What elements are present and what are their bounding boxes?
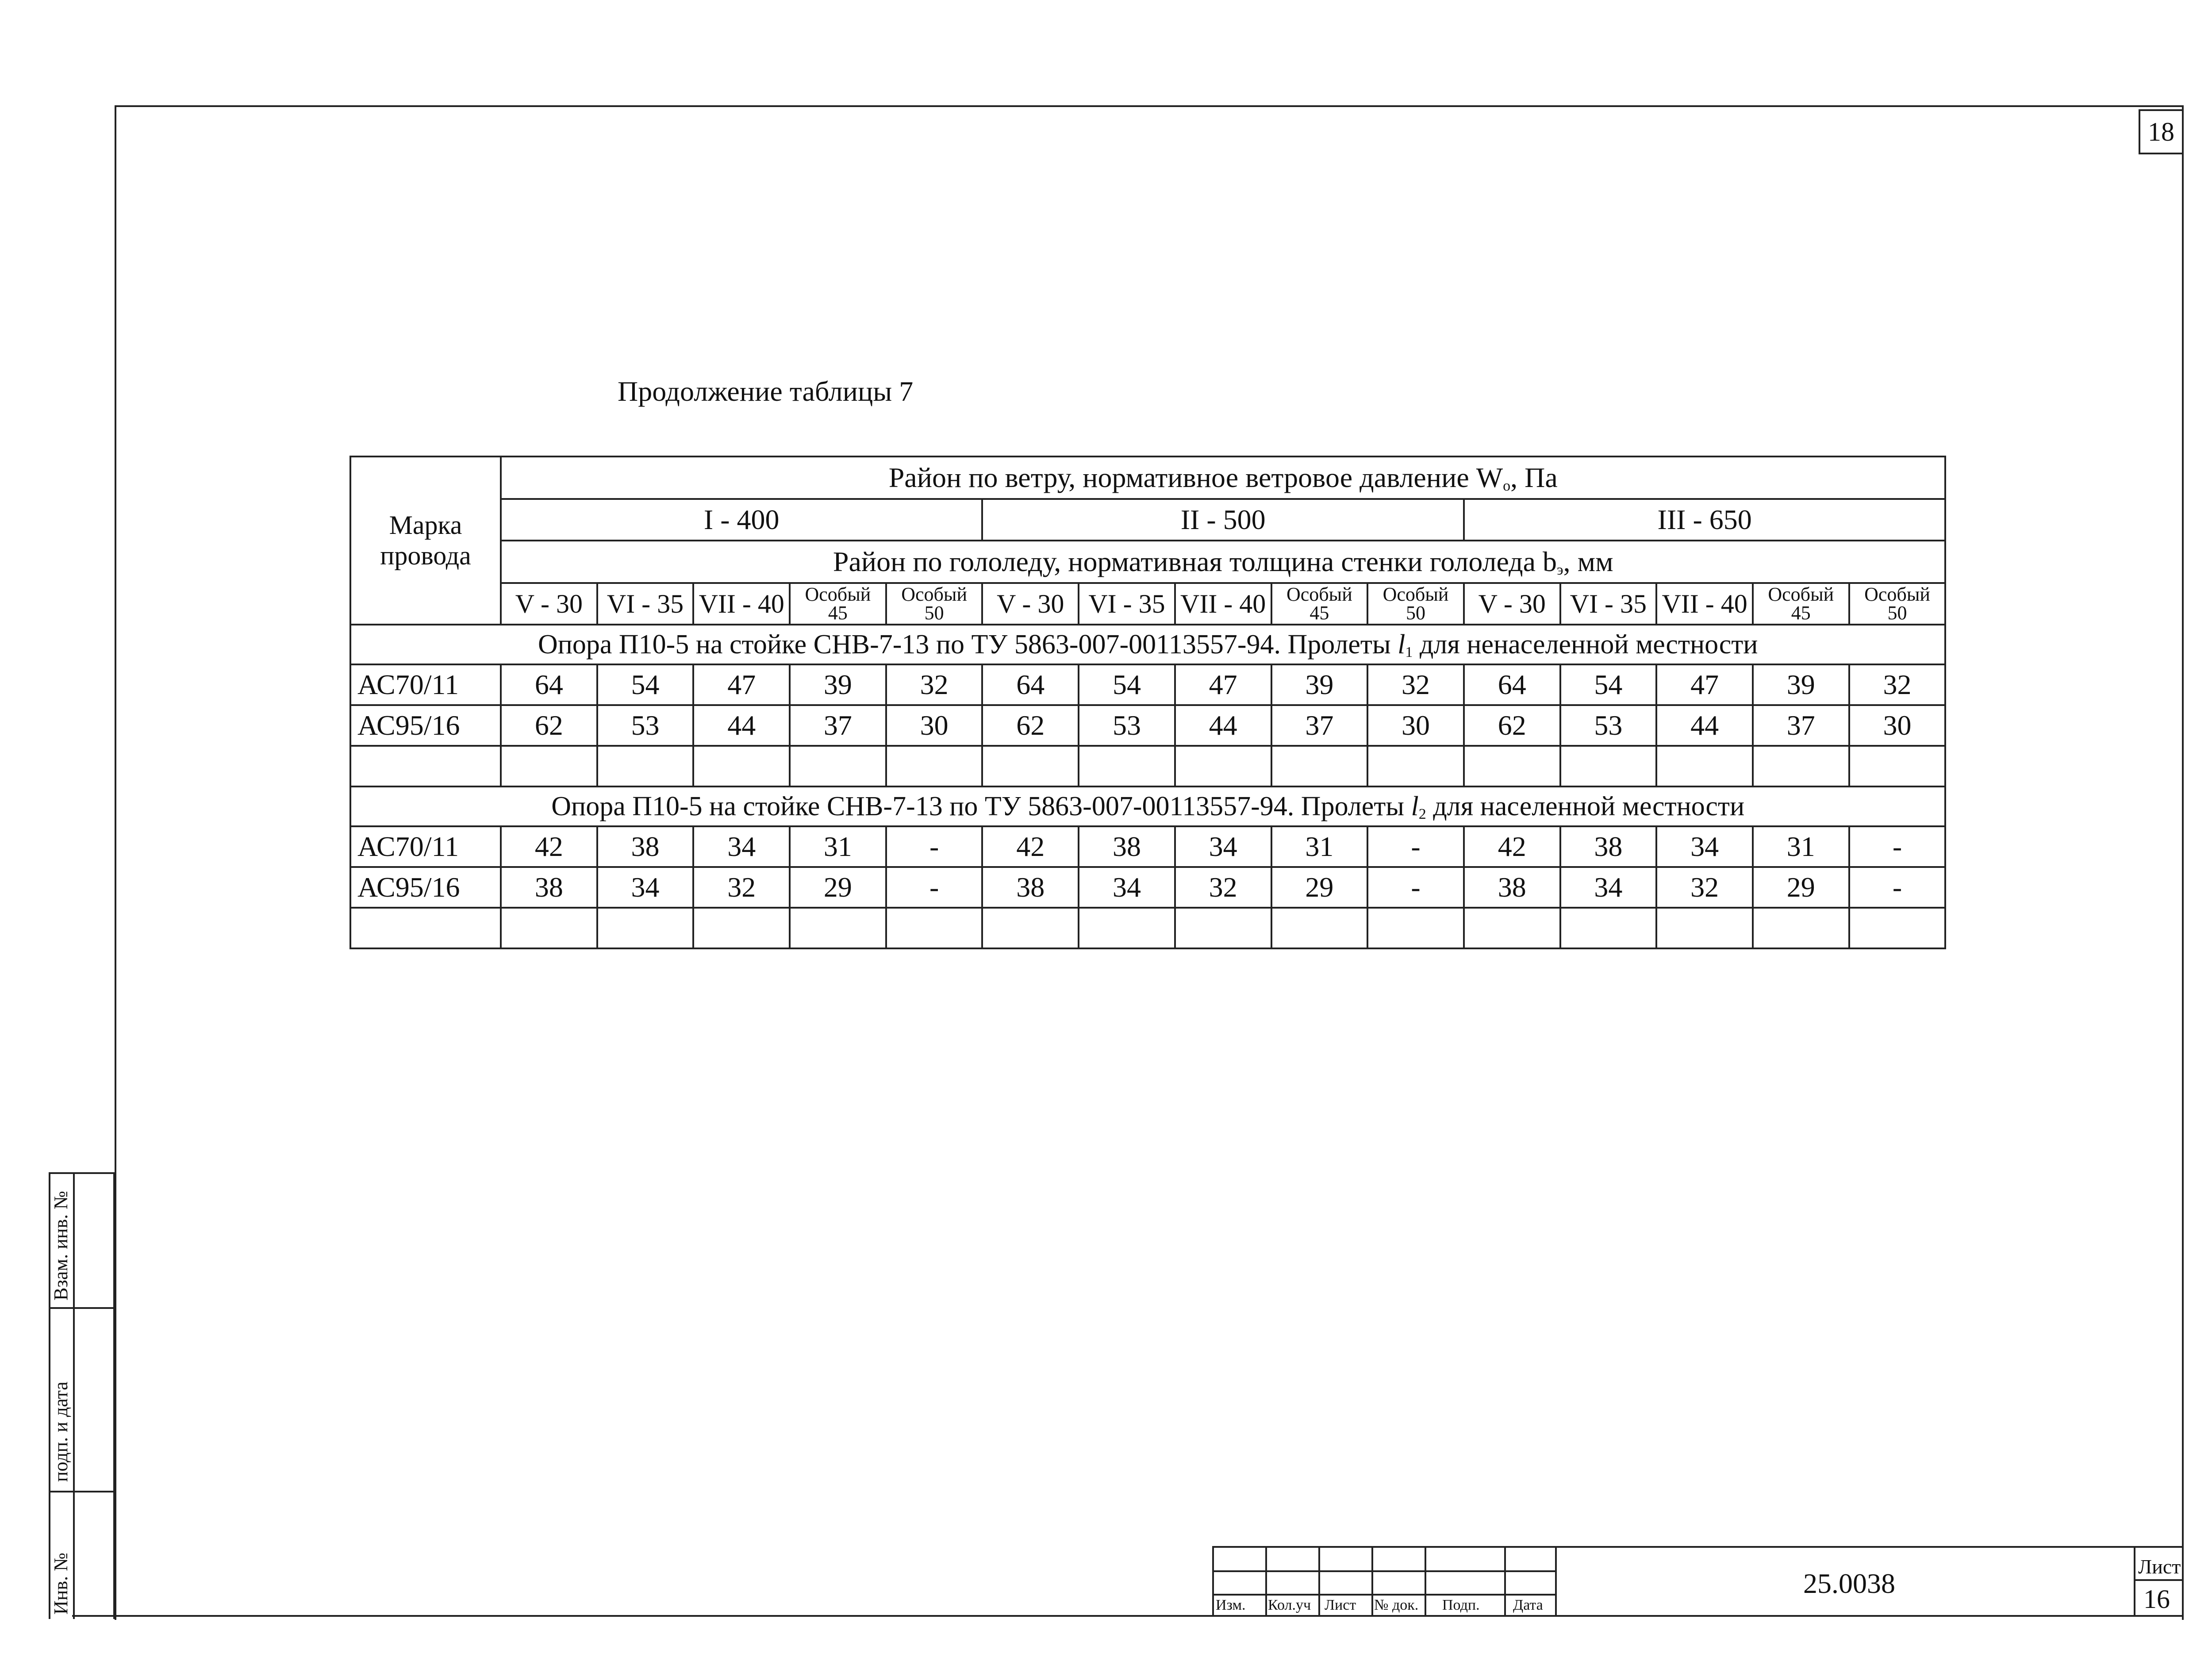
empty-cell [1560, 746, 1657, 786]
span-value-cell: - [886, 826, 983, 867]
span-value-cell: 39 [1753, 664, 1849, 705]
span-value-cell: 44 [693, 705, 790, 746]
stamp-col-list: Лист [1325, 1597, 1356, 1613]
span-value-cell: 38 [1560, 826, 1657, 867]
span-value-cell: 42 [501, 826, 597, 867]
ice-column-label: Особый [1768, 583, 1834, 606]
empty-cell [1367, 746, 1464, 786]
empty-row [350, 908, 1945, 948]
ice-column-label: Особый [901, 583, 967, 606]
table-row [350, 826, 1945, 867]
span-value-cell: 31 [1753, 826, 1849, 867]
stamp-col-sign: Подп. [1442, 1597, 1480, 1613]
span-value-cell: 54 [597, 664, 694, 705]
strip-label-sign: подп. и дата [50, 1381, 72, 1482]
section-title-suffix: для ненаселенной местности [1413, 629, 1758, 660]
span-value-cell: 54 [1560, 664, 1657, 705]
ice-column-header: VI - 35 [597, 583, 694, 625]
ice-column-label: Особый [1382, 583, 1449, 606]
empty-cell [1175, 746, 1271, 786]
strip-label-inv: Инв. № [50, 1552, 72, 1615]
ice-column-thickness: 45 [1310, 602, 1329, 624]
span-value-cell: 31 [1271, 826, 1368, 867]
empty-cell [1656, 746, 1753, 786]
section-title [350, 625, 1945, 664]
empty-cell [501, 908, 597, 948]
strip-line-mid [73, 1172, 75, 1619]
span-value-cell: 29 [790, 867, 886, 908]
strip-row-1 [49, 1307, 115, 1309]
span-value-cell: - [1849, 867, 1946, 908]
corner-sheet-number [2139, 109, 2184, 154]
empty-cell [1079, 908, 1175, 948]
brand-header-line1: Марка [389, 510, 462, 540]
span-value-cell: 47 [1656, 664, 1753, 705]
wire-brand-cell: АС70/11 [350, 826, 501, 867]
span-value-cell: 53 [1079, 705, 1175, 746]
span-value-cell: 34 [597, 867, 694, 908]
ice-column-label: Особый [805, 583, 871, 606]
wire-brand-cell: АС70/11 [350, 664, 501, 705]
wind-header [501, 457, 1945, 499]
empty-cell [982, 908, 1079, 948]
span-value-cell: 39 [1271, 664, 1368, 705]
empty-cell [1560, 908, 1657, 948]
empty-cell [350, 908, 501, 948]
section-title-text: Опора П10-5 на стойке СНВ-7-13 по ТУ 5863-007-00113557-94. Пролеты [551, 791, 1411, 821]
span-value-cell: 29 [1753, 867, 1849, 908]
span-value-cell: 32 [1849, 664, 1946, 705]
stamp-col-doc: № док. [1374, 1597, 1419, 1613]
wind-header-unit: , Па [1510, 462, 1558, 493]
ice-columns-row [350, 583, 1945, 625]
document-number: 25.0038 [1803, 1568, 1895, 1599]
empty-cell [790, 746, 886, 786]
table-row [350, 705, 1945, 746]
table-caption: Продолжение таблицы 7 [618, 376, 914, 407]
ice-column-header [1753, 583, 1849, 625]
ice-column-thickness: 50 [1887, 602, 1907, 624]
wire-brand-cell: АС95/16 [350, 867, 501, 908]
span-value-cell: 38 [1079, 826, 1175, 867]
ice-column-label: Особый [1286, 583, 1352, 606]
span-value-cell: 31 [790, 826, 886, 867]
sheet-number: 16 [2143, 1584, 2170, 1614]
empty-row [350, 746, 1945, 786]
ice-column-header: V - 30 [501, 583, 597, 625]
ice-header [501, 541, 1945, 583]
ice-column-thickness: 50 [1406, 602, 1426, 624]
table-row [350, 867, 1945, 908]
span-value-cell: 30 [886, 705, 983, 746]
empty-cell [1464, 908, 1560, 948]
ice-column-header [790, 583, 886, 625]
strip-line-right [113, 1172, 115, 1619]
wind-region-3: III - 650 [1464, 499, 1946, 541]
empty-cell [1271, 908, 1368, 948]
span-value-cell: 38 [501, 867, 597, 908]
ice-column-thickness: 45 [1791, 602, 1811, 624]
span-table [349, 456, 1946, 949]
ice-column-header: V - 30 [1464, 583, 1560, 625]
span-value-cell: 37 [1271, 705, 1368, 746]
span-value-cell: 34 [1079, 867, 1175, 908]
span-value-cell: 32 [1175, 867, 1271, 908]
span-value-cell: 32 [1656, 867, 1753, 908]
span-value-cell: 42 [1464, 826, 1560, 867]
empty-cell [1464, 746, 1560, 786]
ice-column-header [886, 583, 983, 625]
empty-cell [1079, 746, 1175, 786]
span-value-cell: 64 [1464, 664, 1560, 705]
span-value-cell: 34 [1175, 826, 1271, 867]
brand-header-cell [350, 457, 501, 625]
section-title-suffix: для населенной местности [1426, 791, 1745, 821]
span-value-cell: 39 [790, 664, 886, 705]
ice-column-header [1849, 583, 1946, 625]
wind-header-text: Район по ветру, нормативное ветровое давление W [888, 462, 1503, 493]
span-value-cell: 32 [693, 867, 790, 908]
section-title-variable: l [1411, 791, 1419, 821]
ice-column-header: VII - 40 [1175, 583, 1271, 625]
span-value-cell: 54 [1079, 664, 1175, 705]
span-value-cell: 37 [790, 705, 886, 746]
section-title [350, 786, 1945, 826]
ice-column-header [1367, 583, 1464, 625]
span-value-cell: 47 [1175, 664, 1271, 705]
empty-cell [1656, 908, 1753, 948]
span-value-cell: 47 [693, 664, 790, 705]
stamp-col-kol: Кол.уч [1268, 1597, 1311, 1613]
title-block [1212, 1546, 2184, 1617]
empty-cell [1849, 908, 1946, 948]
section-title-row [350, 786, 1945, 826]
strip-row-top [49, 1172, 115, 1174]
span-value-cell: - [1849, 826, 1946, 867]
wind-region-2: II - 500 [982, 499, 1463, 541]
empty-cell [501, 746, 597, 786]
ice-column-header: VI - 35 [1079, 583, 1175, 625]
span-value-cell: - [1367, 867, 1464, 908]
empty-cell [1367, 908, 1464, 948]
sheet-label: Лист [2138, 1555, 2181, 1578]
span-value-cell: 32 [1367, 664, 1464, 705]
wind-region-1: I - 400 [501, 499, 982, 541]
span-value-cell: 62 [1464, 705, 1560, 746]
binding-strip [49, 1172, 115, 1619]
span-value-cell: 30 [1367, 705, 1464, 746]
span-value-cell: 34 [1656, 826, 1753, 867]
empty-cell [1849, 746, 1946, 786]
empty-cell [982, 746, 1079, 786]
empty-cell [886, 746, 983, 786]
table-body [350, 625, 1945, 948]
ice-column-header: VI - 35 [1560, 583, 1657, 625]
wire-brand-cell: АС95/16 [350, 705, 501, 746]
span-value-cell: 37 [1753, 705, 1849, 746]
span-value-cell: 38 [1464, 867, 1560, 908]
ice-column-thickness: 50 [924, 602, 944, 624]
empty-cell [790, 908, 886, 948]
span-value-cell: 30 [1849, 705, 1946, 746]
strip-label-vzam: Взам. инв. № [50, 1191, 72, 1301]
brand-header-line2: провода [380, 541, 471, 570]
section-title-subscript: 1 [1405, 644, 1413, 660]
span-value-cell: 42 [982, 826, 1079, 867]
empty-cell [1753, 746, 1849, 786]
span-value-cell: 32 [886, 664, 983, 705]
ice-column-label: Особый [1864, 583, 1930, 606]
section-title-row [350, 625, 1945, 664]
ice-column-thickness: 45 [828, 602, 848, 624]
empty-cell [886, 908, 983, 948]
span-value-cell: 29 [1271, 867, 1368, 908]
section-title-variable: l [1398, 629, 1406, 660]
span-value-cell: 64 [982, 664, 1079, 705]
wind-header-subscript: o [1503, 478, 1511, 494]
empty-cell [597, 746, 694, 786]
empty-cell [1271, 746, 1368, 786]
empty-cell [693, 746, 790, 786]
empty-cell [350, 746, 501, 786]
ice-header-subscript: э [1556, 562, 1563, 578]
empty-cell [1753, 908, 1849, 948]
section-title-text: Опора П10-5 на стойке СНВ-7-13 по ТУ 5863-007-00113557-94. Пролеты [538, 629, 1398, 660]
strip-row-2 [49, 1491, 115, 1492]
corner-sheet-number-text: 18 [2148, 117, 2174, 146]
span-value-cell: - [886, 867, 983, 908]
empty-cell [1175, 908, 1271, 948]
span-value-cell: 53 [1560, 705, 1657, 746]
empty-cell [693, 908, 790, 948]
empty-cell [597, 908, 694, 948]
span-value-cell: 53 [597, 705, 694, 746]
span-value-cell: 62 [982, 705, 1079, 746]
section-title-subscript: 2 [1418, 806, 1426, 822]
span-value-cell: 34 [1560, 867, 1657, 908]
table-row [350, 664, 1945, 705]
span-value-cell: 62 [501, 705, 597, 746]
ice-header-text: Район по гололеду, нормативная толщина стенки гололеда b [833, 546, 1557, 577]
stamp-col-izm: Изм. [1216, 1597, 1246, 1613]
ice-column-header: VII - 40 [1656, 583, 1753, 625]
span-value-cell: 34 [693, 826, 790, 867]
span-value-cell: 44 [1656, 705, 1753, 746]
span-value-cell: 44 [1175, 705, 1271, 746]
ice-column-header [1271, 583, 1368, 625]
span-value-cell: - [1367, 826, 1464, 867]
span-value-cell: 38 [597, 826, 694, 867]
ice-column-header: V - 30 [982, 583, 1079, 625]
ice-header-unit: , мм [1563, 546, 1613, 577]
span-value-cell: 64 [501, 664, 597, 705]
ice-column-header: VII - 40 [693, 583, 790, 625]
span-value-cell: 38 [982, 867, 1079, 908]
stamp-col-date: Дата [1513, 1597, 1543, 1613]
